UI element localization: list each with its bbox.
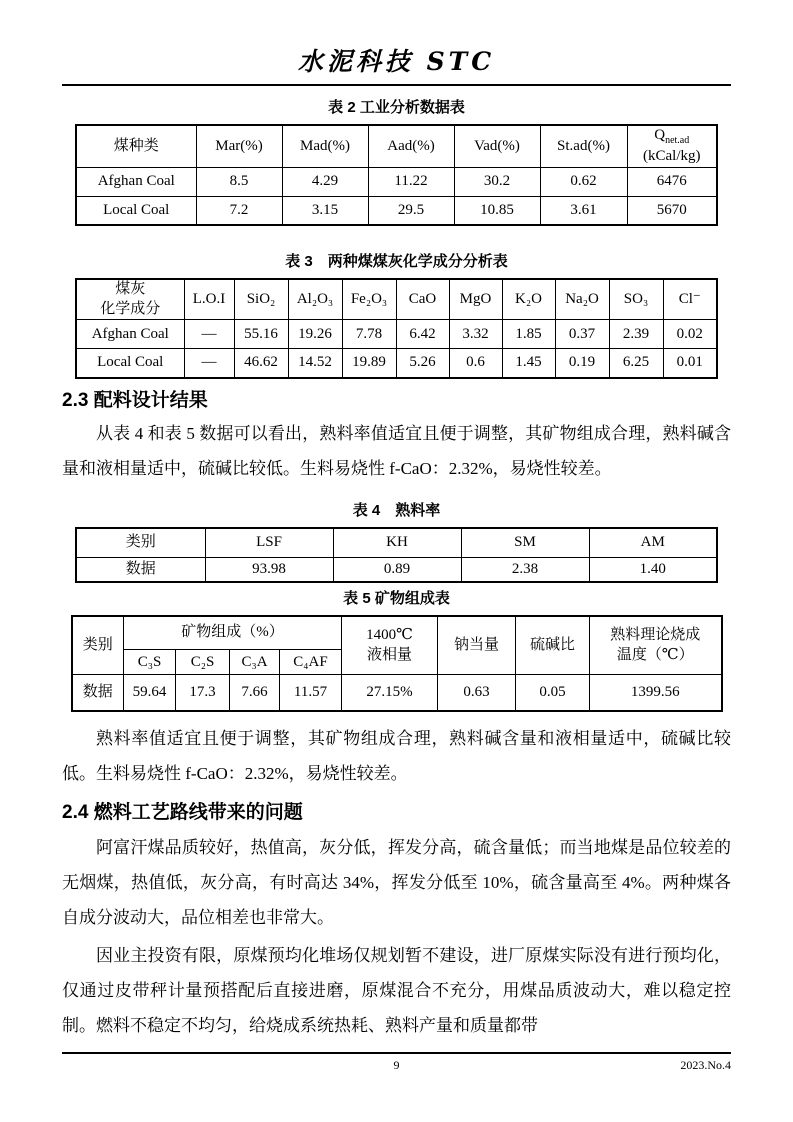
paragraph-section-2-4-second: 因业主投资有限，原煤预均化堆场仅规划暂不建设，进厂原煤实际没有进行预均化，仅通过皮带秤计量预搭配后直接进磨，原煤混合不充分，用煤品质波动大，难以稳定控制。燃料不稳定不均匀，给烧成系统热耗、熟料产量和质量都带 — [62, 945, 731, 1035]
temp-line1: 熟料理论烧成 — [610, 627, 701, 643]
issue-number: 2023.No.4 — [680, 1058, 731, 1072]
table-cell: 1.85 — [502, 320, 555, 349]
table-cell: 30.2 — [454, 167, 540, 196]
table-row — [76, 196, 717, 225]
liquid-line1: 1400℃ — [366, 627, 413, 643]
table2-col-coaltype: 煤种类 — [76, 125, 196, 167]
row-label: Local Coal — [76, 196, 196, 225]
table-cell: 7.66 — [230, 675, 280, 711]
table-cell: 6476 — [627, 167, 717, 196]
table5-header-row-1 — [72, 616, 722, 650]
row-label: 数据 — [76, 558, 205, 582]
table2-caption: 表 2 工业分析数据表 — [328, 99, 465, 117]
table-cell: — — [184, 349, 234, 378]
table-cell: 0.02 — [663, 320, 717, 349]
table-row — [72, 675, 722, 711]
table5-col-category: 类别 — [72, 616, 124, 675]
table-cell: 3.15 — [282, 196, 368, 225]
table2-header-row — [76, 125, 717, 167]
qnet-base: Q — [654, 127, 666, 144]
table-cell: 7.2 — [196, 196, 282, 225]
row-label: 数据 — [72, 675, 124, 711]
table5-col-liquid-phase — [342, 616, 438, 675]
journal-header — [62, 46, 731, 86]
table-cell: 4.29 — [282, 167, 368, 196]
table-cell: 14.52 — [288, 349, 342, 378]
table3-col-sio2: SiO₂ — [234, 279, 288, 320]
table-cell: 0.05 — [516, 675, 590, 711]
table-cell: 10.85 — [454, 196, 540, 225]
table3-col-fe2o3: Fe₂O₃ — [342, 279, 396, 320]
table4-col-category: 类别 — [76, 528, 205, 558]
table3-col-na2o: Na₂O — [555, 279, 609, 320]
table5-mineral-composition — [71, 615, 723, 712]
table-cell: 1.40 — [589, 558, 717, 582]
row-label: Afghan Coal — [76, 320, 184, 349]
table2-col-qnet — [627, 125, 717, 167]
table2-col-vad: Vad(%) — [454, 125, 540, 167]
table-cell: 5670 — [627, 196, 717, 225]
table-cell: 93.98 — [205, 558, 333, 582]
journal-title: 水泥科技 STC — [297, 47, 496, 76]
qnet-unit: (kCal/kg) — [643, 148, 701, 165]
row-label: Afghan Coal — [76, 167, 196, 196]
table4-col-sm: SM — [461, 528, 589, 558]
liquid-line2: 液相量 — [366, 646, 412, 663]
table-row — [76, 349, 717, 378]
table-cell: 11.57 — [280, 675, 342, 711]
paragraph-section-2-4-first: 阿富汗煤品质较好，热值高，灰分低，挥发分高，硫含量低；而当地煤是品位较差的无烟煤，热值低，灰分高，有时高达 34%，挥发分低至 10%，硫含量高至 4%。两种煤各自成分波动大，品位相差也非常大。 — [62, 837, 731, 927]
section-heading-2-3: 2.3 配料设计结果 — [62, 389, 208, 411]
table2-col-aad: Aad(%) — [368, 125, 454, 167]
table5-col-c4af: C₄AF — [280, 650, 342, 675]
table4-col-lsf: LSF — [205, 528, 333, 558]
table4-clinker-moduli — [75, 527, 718, 583]
table2-col-mar: Mar(%) — [196, 125, 282, 167]
page-footer — [62, 1052, 731, 1073]
table-cell: 0.19 — [555, 349, 609, 378]
table3-col-al2o3: Al₂O₃ — [288, 279, 342, 320]
table3-caption: 表 3 两种煤煤灰化学成分分析表 — [285, 253, 508, 271]
table-row — [76, 167, 717, 196]
table-row — [76, 558, 717, 582]
table-cell: 3.61 — [540, 196, 627, 225]
table5-col-c3s: C₃S — [124, 650, 176, 675]
table3-col-mgo: MgO — [449, 279, 502, 320]
paragraph-section-2-3: 从表 4 和表 5 数据可以看出，熟料率值适宜且便于调整，其矿物组成合理，熟料碱含量和液相量适中，硫碱比较低。生料易烧性 f-CaO：2.32%，易烧性较差。 — [62, 423, 731, 478]
table-cell: 0.6 — [449, 349, 502, 378]
table-cell: 1399.56 — [590, 675, 722, 711]
table-cell: 0.89 — [333, 558, 461, 582]
paragraph-after-table5: 熟料率值适宜且便于调整，其矿物组成合理，熟料碱含量和液相量适中，硫碱比较低。生料易烧性 f-CaO：2.32%，易烧性较差。 — [62, 728, 731, 783]
table-cell: 19.26 — [288, 320, 342, 349]
table2-col-stad: St.ad(%) — [540, 125, 627, 167]
table-cell: 19.89 — [342, 349, 396, 378]
table5-col-c3a: C₃A — [230, 650, 280, 675]
table-cell: 27.15% — [342, 675, 438, 711]
corner-line2: 化学成分 — [100, 300, 161, 317]
table-cell: 55.16 — [234, 320, 288, 349]
table-cell: 1.45 — [502, 349, 555, 378]
table-cell: 8.5 — [196, 167, 282, 196]
qnet-symbol — [630, 126, 715, 147]
footer-row — [62, 1054, 731, 1073]
table5-col-sulfur-alkali-ratio: 硫碱比 — [516, 616, 590, 675]
table4-caption: 表 4 熟料率 — [352, 501, 441, 519]
page-number: 9 — [393, 1058, 400, 1072]
section-heading-2-4: 2.4 燃料工艺路线带来的问题 — [62, 801, 303, 823]
table4-col-kh: KH — [333, 528, 461, 558]
table-cell: 0.63 — [438, 675, 516, 711]
table5-caption: 表 5 矿物组成表 — [343, 589, 450, 607]
table-cell: 3.32 — [449, 320, 502, 349]
table-cell: 2.39 — [609, 320, 663, 349]
table-cell: 59.64 — [124, 675, 176, 711]
table-row — [76, 320, 717, 349]
table-cell: 11.22 — [368, 167, 454, 196]
table-cell: 17.3 — [176, 675, 230, 711]
table-cell: 2.38 — [461, 558, 589, 582]
table5-col-c2s: C₂S — [176, 650, 230, 675]
table2-industrial-analysis — [75, 124, 718, 226]
table3-col-k2o: K₂O — [502, 279, 555, 320]
table3-ash-composition — [75, 278, 718, 379]
row-label: Local Coal — [76, 349, 184, 378]
temp-line2: 温度（℃） — [616, 646, 694, 663]
table3-corner-header — [76, 279, 184, 320]
table-cell: 5.26 — [396, 349, 449, 378]
table3-col-loi: L.O.I — [184, 279, 234, 320]
table5-col-burning-temperature — [590, 616, 722, 675]
table-cell: 6.42 — [396, 320, 449, 349]
table-cell: 7.78 — [342, 320, 396, 349]
table-cell: — — [184, 320, 234, 349]
table3-col-so3: SO₃ — [609, 279, 663, 320]
table-cell: 0.37 — [555, 320, 609, 349]
table3-col-cao: CaO — [396, 279, 449, 320]
qnet-subscript: net.ad — [665, 135, 690, 147]
table-cell: 46.62 — [234, 349, 288, 378]
table5-col-na-equivalent: 钠当量 — [438, 616, 516, 675]
table-cell: 6.25 — [609, 349, 663, 378]
table5-mineral-group-header: 矿物组成（%） — [124, 616, 342, 650]
table3-col-cl: Cl⁻ — [663, 279, 717, 320]
table-cell: 0.01 — [663, 349, 717, 378]
table2-col-mad: Mad(%) — [282, 125, 368, 167]
table4-header-row — [76, 528, 717, 558]
table-cell: 29.5 — [368, 196, 454, 225]
corner-line1: 煤灰 — [115, 281, 146, 298]
table-cell: 0.62 — [540, 167, 627, 196]
table4-col-am: AM — [589, 528, 717, 558]
table3-header-row — [76, 279, 717, 320]
